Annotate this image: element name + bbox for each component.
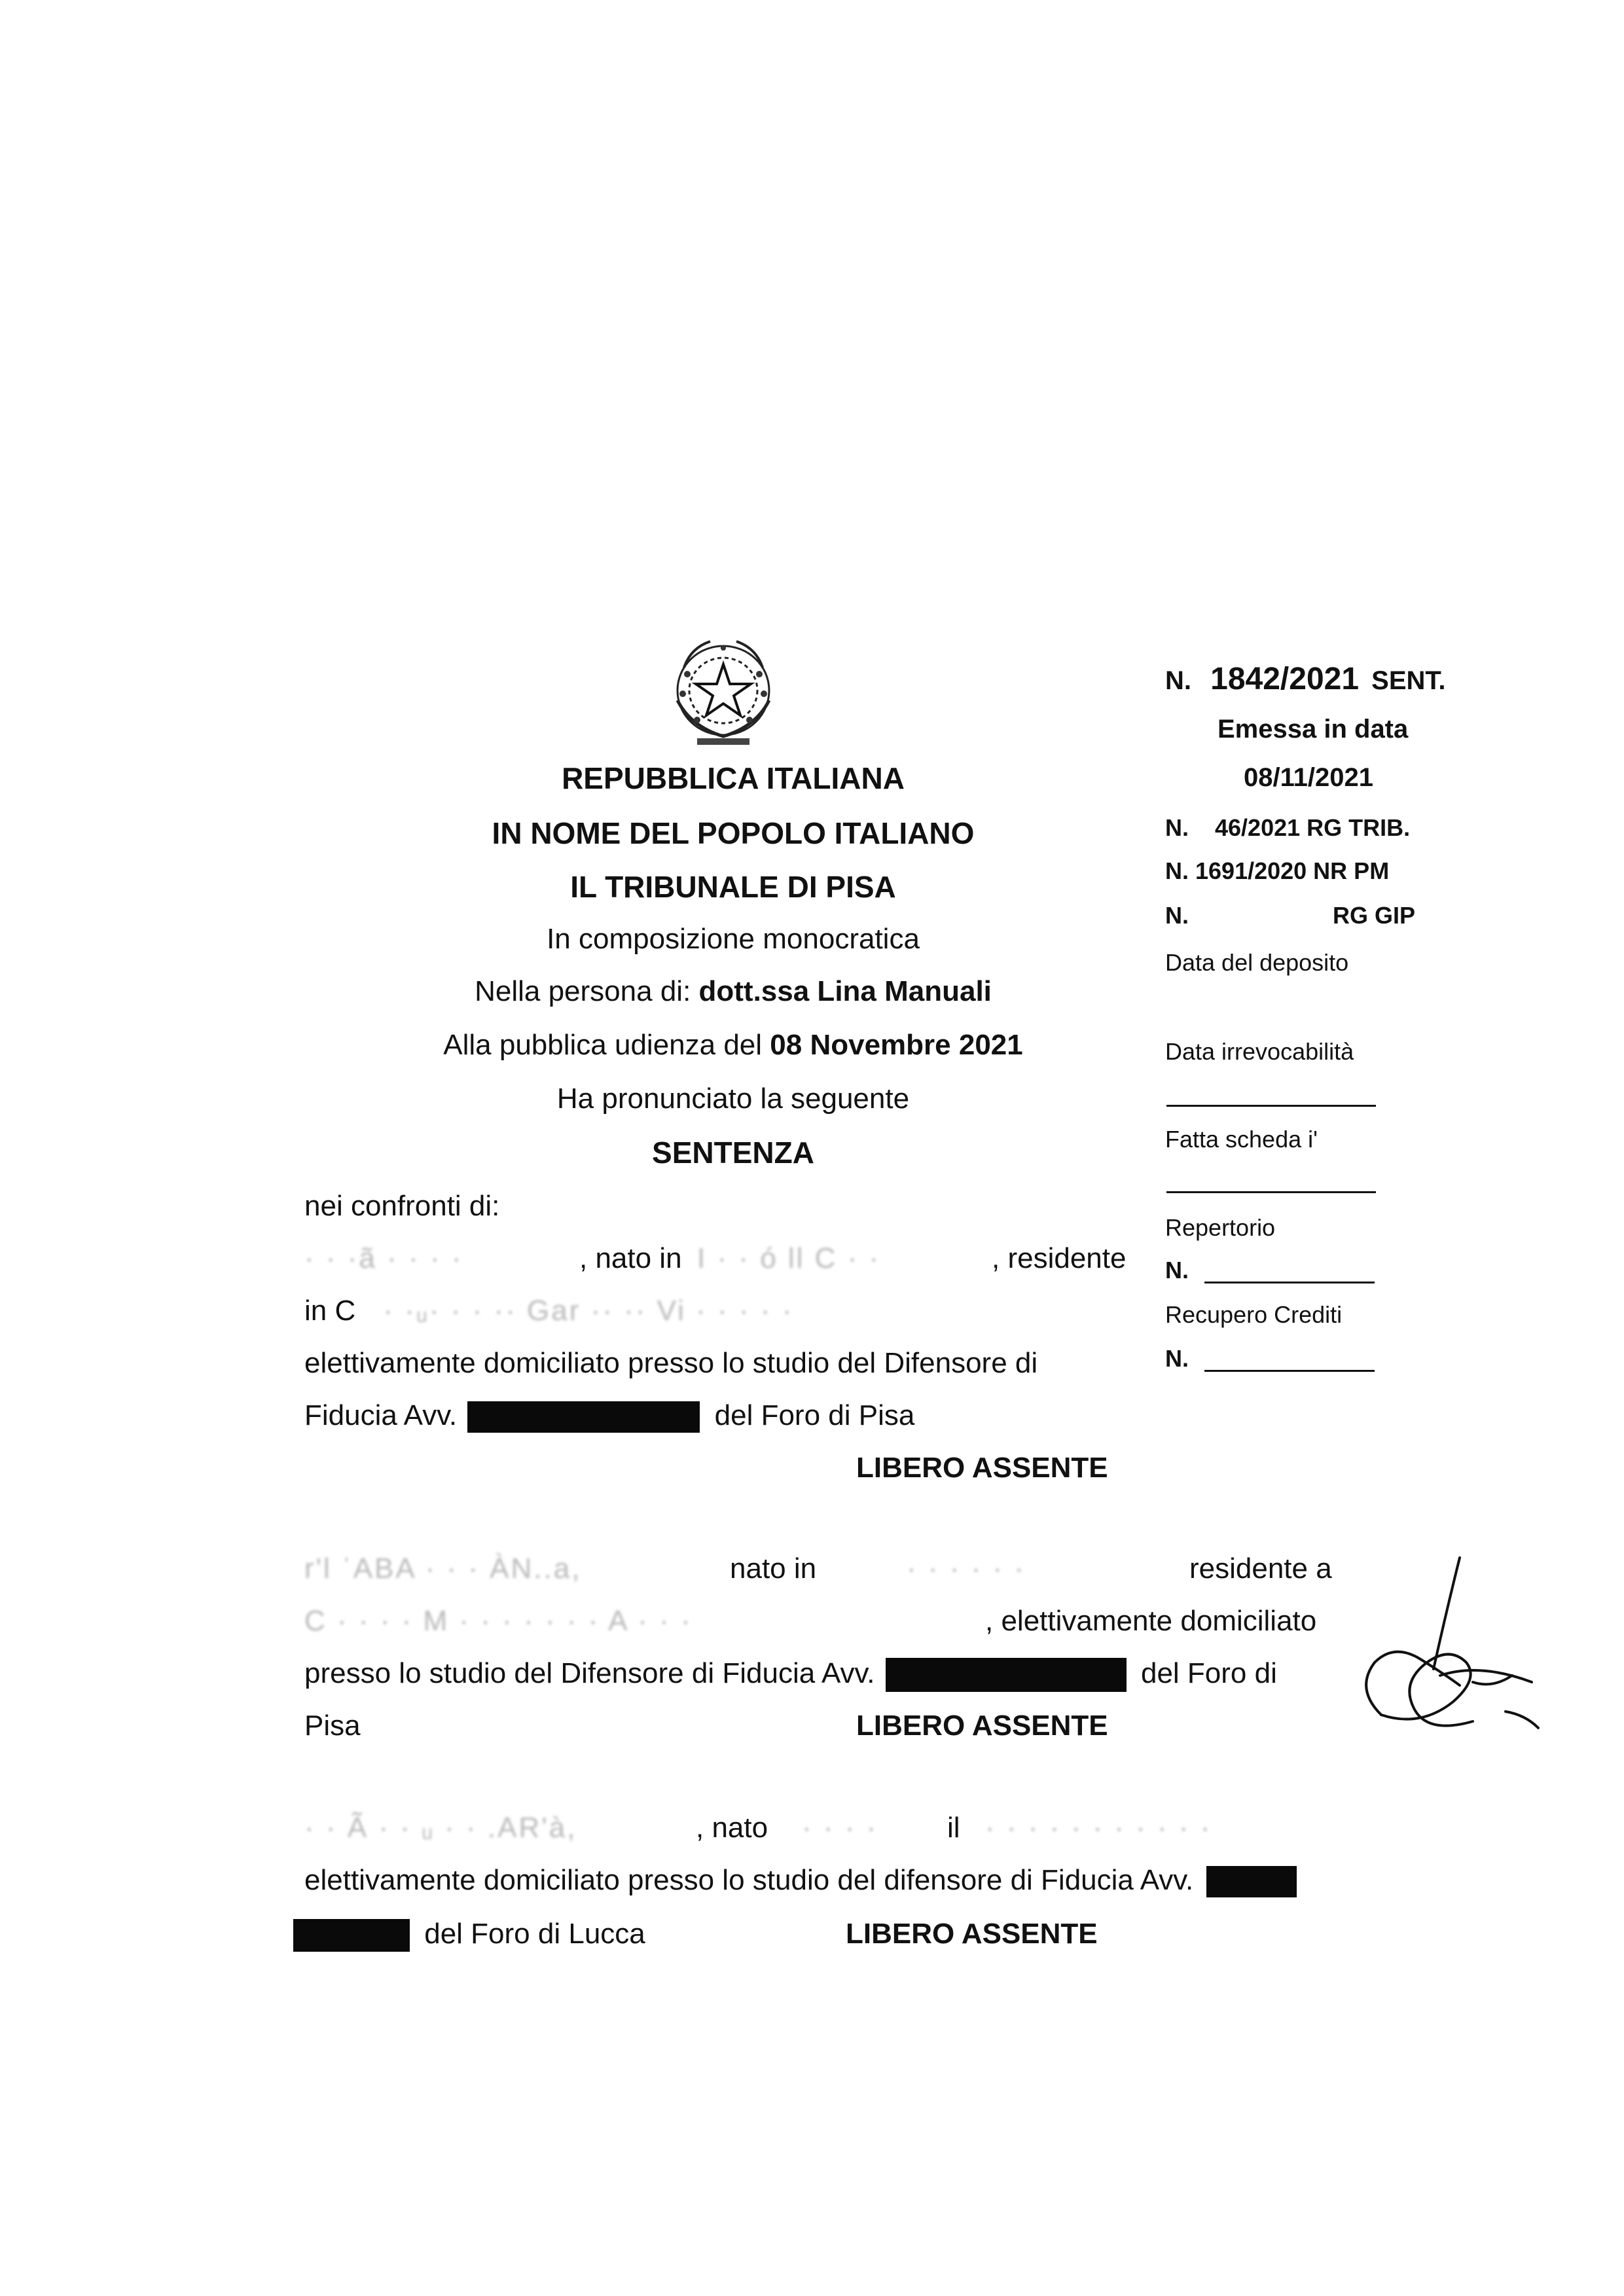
data-irrevocabilita-label: Data irrevocabilità [1165, 1038, 1354, 1065]
d1-foro-text: del Foro di Pisa [714, 1399, 915, 1431]
recupero-n: N. [1165, 1345, 1189, 1372]
defendant1-line2 [304, 1295, 1149, 1327]
defendant1-line1 [304, 1242, 1149, 1275]
rg-gip-suffix: RG GIP [1333, 902, 1416, 929]
heading-people: IN NOME DEL POPOLO ITALIANO [492, 816, 975, 850]
defendant3-line3 [293, 1918, 645, 1952]
heading-sentenza: SENTENZA [652, 1136, 814, 1170]
d1-fiducia-text: Fiducia Avv. [304, 1399, 458, 1431]
d2-resident-text: residente a [1189, 1552, 1332, 1585]
d1-in-text: in C [304, 1295, 356, 1327]
redaction-bar-1 [467, 1401, 700, 1433]
redacted-name-1: · · ·ã · · · · [304, 1242, 463, 1274]
defendant2-line3 [304, 1657, 1277, 1692]
d3-il-text: il [947, 1812, 960, 1844]
sentence-number: 1842/2021 [1210, 662, 1360, 696]
redacted-address-1: · ·ᵤ· · · ·· Gar ·· ·· Vi · · · · · [383, 1295, 794, 1327]
sentence-number-suffix: SENT. [1371, 666, 1446, 695]
recupero-label: Recupero Crediti [1165, 1301, 1343, 1328]
redaction-bar-2 [886, 1658, 1127, 1692]
sentence-number-prefix: N. [1165, 666, 1191, 695]
handwritten-signature [1342, 1545, 1551, 1761]
d2-pisa-text: Pisa [304, 1710, 361, 1742]
judge-name: dott.ssa Lina Manuali [698, 975, 992, 1007]
rg-gip-prefix: N. [1165, 902, 1189, 929]
intro-line: nei confronti di: [304, 1190, 500, 1222]
emessa-date: 08/11/2021 [1244, 763, 1373, 792]
data-deposito-label: Data del deposito [1165, 949, 1349, 976]
redacted-birth-2: · · · · · · [907, 1552, 1026, 1585]
d2-born-text: nato in [730, 1552, 817, 1585]
d1-resident-text: , residente [992, 1242, 1127, 1274]
rg-trib: N. 46/2021 RG TRIB. [1165, 814, 1411, 841]
d2-elett-text: , elettivamente domiciliato [985, 1605, 1317, 1637]
redacted-name-2: r'l ˈABA · · · ÀN..a, [304, 1552, 582, 1585]
repertorio-n: N. [1165, 1257, 1189, 1283]
sentence-number-line [1165, 661, 1446, 697]
rg-gip-line [1165, 902, 1415, 929]
repertorio-label: Repertorio [1165, 1214, 1276, 1241]
d3-domicile-text: elettivamente domiciliato presso lo studio del difensore di Fiducia Avv. [304, 1864, 1194, 1896]
status-defendant2: LIBERO ASSENTE [856, 1710, 1108, 1742]
repertorio-blank [1204, 1282, 1375, 1283]
status-defendant3: LIBERO ASSENTE [846, 1918, 1098, 1950]
hearing-date: 08 Novembre 2021 [770, 1029, 1023, 1061]
nr-pm: N. 1691/2020 NR PM [1165, 857, 1390, 884]
heading-republic: REPUBBLICA ITALIANA [562, 761, 905, 795]
defendant3-line1 [304, 1812, 1352, 1844]
d3-born-text: , nato [696, 1812, 768, 1844]
d1-domicile-line: elettivamente domiciliato presso lo studio del Difensore di [304, 1347, 1038, 1379]
redacted-name-3: · · Ã · · ᵤ · · .AR'à, [304, 1812, 577, 1844]
defendant1-line4 [304, 1399, 914, 1433]
d1-born-text: , nato in [579, 1242, 682, 1274]
redaction-bar-3 [1206, 1866, 1297, 1897]
redacted-birth-1: I · · ó ll C · · [697, 1242, 881, 1274]
redaction-bar-4 [293, 1919, 410, 1952]
heading-judge-line [275, 975, 1191, 1008]
redacted-birth-3: · · · · [802, 1812, 878, 1844]
d2-studio-text: presso lo studio del Difensore di Fiducia Avv. [304, 1657, 875, 1689]
defendant2-line1 [304, 1552, 1352, 1585]
recupero-blank [1204, 1370, 1375, 1372]
defendant3-line2 [304, 1864, 1297, 1897]
republic-emblem-icon [658, 628, 789, 753]
hearing-prefix: Alla pubblica udienza del [443, 1029, 770, 1061]
d3-foro-text: del Foro di Lucca [424, 1918, 645, 1950]
heading-composition: In composizione monocratica [547, 923, 920, 955]
fatta-scheda-blank [1166, 1191, 1376, 1193]
d2-foro-text: del Foro di [1140, 1657, 1277, 1689]
heading-hearing-line [275, 1029, 1191, 1062]
redacted-address-2: C · · · · M · · · · · · · A · · · [304, 1605, 693, 1637]
status-defendant1: LIBERO ASSENTE [856, 1452, 1108, 1484]
heading-pronounced: Ha pronunciato la seguente [556, 1083, 910, 1115]
fatta-scheda-label: Fatta scheda i' [1165, 1126, 1318, 1153]
emessa-label: Emessa in data [1218, 715, 1409, 744]
defendant2-line2 [304, 1605, 1352, 1638]
heading-tribunal: IL TRIBUNALE DI PISA [570, 870, 896, 904]
irrevocabilita-blank [1166, 1105, 1376, 1107]
judge-prefix: Nella persona di: [475, 975, 699, 1007]
redacted-birthdate-3: · · · · · · · · · · · [985, 1812, 1212, 1844]
